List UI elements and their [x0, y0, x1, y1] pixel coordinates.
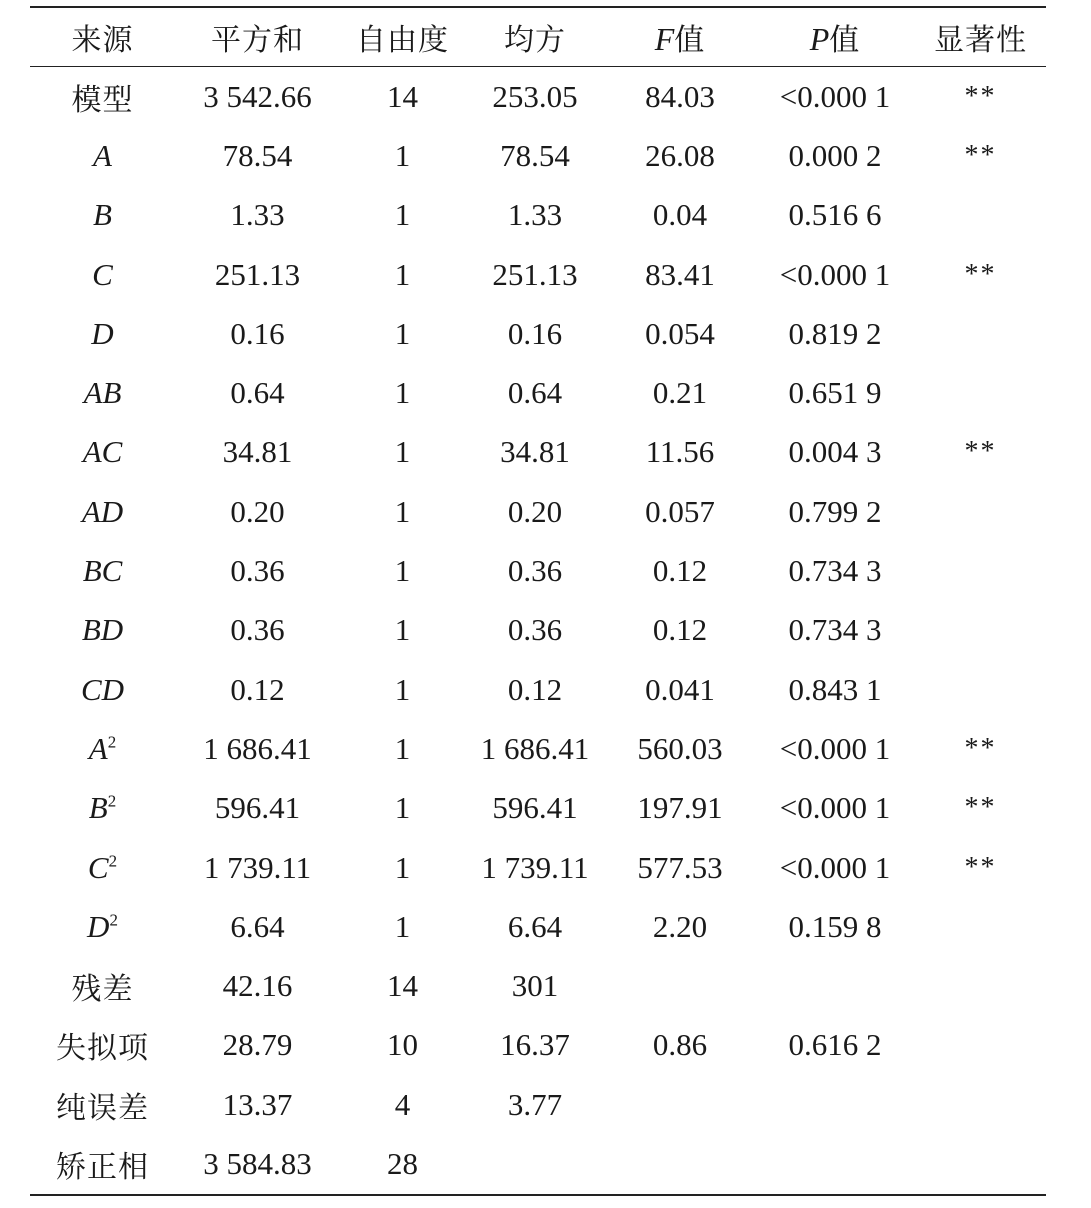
- header-f-value: [605, 7, 755, 67]
- ss-cell: 42.16: [222, 968, 293, 1004]
- df-cell: 1: [394, 790, 411, 826]
- df-cell: 10: [387, 1027, 418, 1063]
- sig-cell: [915, 186, 1046, 245]
- header-p-value-symbol: P: [809, 21, 830, 57]
- source-exponent: 2: [109, 910, 118, 930]
- source-label: C: [87, 849, 109, 885]
- header-significance: [915, 7, 1046, 67]
- ms-cell: 6.64: [507, 908, 563, 944]
- f-cell: 197.91: [637, 790, 723, 826]
- ms-cell: 253.05: [492, 78, 578, 114]
- df-cell: 1: [394, 434, 411, 470]
- ss-cell: 251.13: [214, 256, 301, 292]
- ms-cell: 1.33: [507, 197, 563, 233]
- f-cell: 0.21: [652, 375, 708, 411]
- source-cell: [30, 482, 175, 541]
- source-exponent: 2: [108, 851, 118, 871]
- source-cell: [30, 779, 175, 838]
- df-cell: 1: [394, 256, 411, 292]
- sig-cell: [915, 660, 1046, 719]
- ms-cell: 0.12: [507, 671, 563, 707]
- df-cell: 1: [394, 375, 411, 411]
- table-row: [30, 304, 1046, 363]
- source-cell: [30, 1016, 175, 1075]
- p-cell: [755, 1134, 915, 1194]
- header-p-value-label: 值: [829, 23, 861, 58]
- source-cell: [30, 601, 175, 660]
- ms-cell: 1 739.11: [481, 849, 589, 885]
- source-label: B: [93, 197, 112, 233]
- table-row: [30, 126, 1046, 185]
- f-cell: 11.56: [645, 434, 715, 470]
- ms-cell: 78.54: [500, 137, 570, 173]
- source-cell: [30, 1134, 175, 1194]
- source-cell: [30, 660, 175, 719]
- f-cell: 0.12: [652, 612, 708, 648]
- ms-cell: 0.16: [507, 315, 563, 351]
- p-cell: <0.000 1: [779, 790, 891, 826]
- table-row: [30, 956, 1046, 1015]
- p-cell: 0.734 3: [788, 612, 882, 648]
- table-row: [30, 1016, 1046, 1075]
- header-source: [30, 7, 175, 67]
- source-exponent: 2: [107, 791, 117, 811]
- anova-table-container: [30, 6, 1046, 1196]
- ss-cell: 3 584.83: [203, 1145, 312, 1181]
- source-label: B: [88, 790, 108, 826]
- source-label: 纯误差: [56, 1090, 149, 1126]
- df-cell: 1: [394, 849, 411, 885]
- table-row: [30, 897, 1046, 956]
- f-cell: 2.20: [652, 908, 708, 944]
- f-cell: 83.41: [645, 256, 715, 292]
- source-label: AD: [81, 493, 124, 529]
- source-cell: [30, 956, 175, 1015]
- ss-cell: 78.54: [222, 137, 293, 173]
- sig-cell: **: [964, 80, 997, 112]
- sig-cell: [915, 1016, 1046, 1075]
- df-cell: 1: [394, 671, 411, 707]
- ss-cell: 0.36: [230, 612, 285, 648]
- df-cell: 1: [394, 197, 411, 233]
- ms-cell: 0.36: [507, 612, 563, 648]
- f-cell: 0.12: [652, 553, 708, 589]
- f-cell: [605, 1134, 755, 1194]
- df-cell: 1: [394, 730, 411, 766]
- sig-cell: **: [964, 258, 997, 290]
- source-cell: [30, 67, 175, 127]
- table-row: [30, 719, 1046, 778]
- table-row: [30, 838, 1046, 897]
- table-body: [30, 67, 1046, 1195]
- table-row: [30, 541, 1046, 600]
- f-cell: 0.04: [652, 197, 708, 233]
- header-mean-square: [465, 7, 605, 67]
- ms-cell: 34.81: [500, 434, 570, 470]
- sig-cell: [915, 363, 1046, 422]
- anova-table: [30, 6, 1046, 1196]
- p-cell: <0.000 1: [779, 730, 891, 766]
- source-label: D: [91, 315, 114, 351]
- df-cell: 4: [394, 1086, 411, 1122]
- header-degrees-of-freedom: [340, 7, 465, 67]
- header-sum-of-squares-label: 平方和: [211, 23, 304, 58]
- ss-cell: 0.16: [230, 315, 285, 351]
- ms-cell: 3.77: [507, 1086, 563, 1122]
- table-row: [30, 245, 1046, 304]
- source-cell: [30, 838, 175, 897]
- df-cell: 28: [387, 1145, 418, 1181]
- p-cell: 0.651 9: [788, 375, 882, 411]
- df-cell: 1: [394, 493, 411, 529]
- ss-cell: 0.36: [230, 553, 285, 589]
- ss-cell: 0.12: [230, 671, 285, 707]
- sig-cell: **: [964, 436, 997, 468]
- ms-cell: [465, 1134, 605, 1194]
- ss-cell: 6.64: [230, 908, 285, 944]
- source-label: BD: [81, 612, 124, 648]
- source-cell: [30, 186, 175, 245]
- source-cell: [30, 1075, 175, 1134]
- sig-cell: [915, 601, 1046, 660]
- p-cell: <0.000 1: [779, 849, 891, 885]
- p-cell: 0.159 8: [788, 908, 882, 944]
- header-f-value-label: 值: [674, 23, 706, 58]
- ss-cell: 1 739.11: [203, 849, 312, 885]
- ss-cell: 0.64: [230, 375, 285, 411]
- ss-cell: 0.20: [230, 493, 285, 529]
- sig-cell: [915, 1075, 1046, 1134]
- table-header: [30, 7, 1046, 67]
- sig-cell: **: [964, 851, 997, 883]
- f-cell: 0.86: [652, 1027, 708, 1063]
- ms-cell: 16.37: [500, 1027, 570, 1063]
- sig-cell: [915, 897, 1046, 956]
- sig-cell: [915, 541, 1046, 600]
- source-cell: [30, 541, 175, 600]
- df-cell: 1: [394, 137, 411, 173]
- p-cell: 0.799 2: [788, 493, 882, 529]
- table-row: [30, 482, 1046, 541]
- df-cell: 1: [394, 908, 411, 944]
- sig-cell: [915, 956, 1046, 1015]
- p-cell: 0.616 2: [788, 1027, 882, 1063]
- ss-cell: 28.79: [222, 1027, 293, 1063]
- p-cell: [755, 956, 915, 1015]
- source-label: 模型: [71, 82, 134, 118]
- source-cell: [30, 245, 175, 304]
- f-cell: 0.041: [645, 671, 715, 707]
- sig-cell: [915, 482, 1046, 541]
- table-row: [30, 660, 1046, 719]
- p-cell: 0.734 3: [788, 553, 882, 589]
- source-label: AB: [83, 375, 122, 411]
- table-row: [30, 1134, 1046, 1194]
- ms-cell: 251.13: [492, 256, 578, 292]
- source-cell: [30, 423, 175, 482]
- ms-cell: 0.20: [507, 493, 563, 529]
- table-row: [30, 423, 1046, 482]
- df-cell: 1: [394, 553, 411, 589]
- ms-cell: 0.36: [507, 553, 563, 589]
- header-row: [30, 7, 1046, 67]
- source-label: A: [88, 730, 108, 766]
- f-cell: [605, 1075, 755, 1134]
- p-cell: <0.000 1: [779, 256, 891, 292]
- df-cell: 14: [387, 968, 418, 1004]
- table-row: [30, 601, 1046, 660]
- ms-cell: 1 686.41: [480, 730, 590, 766]
- source-label: BC: [82, 553, 123, 589]
- p-cell: 0.819 2: [788, 315, 882, 351]
- table-row: [30, 363, 1046, 422]
- f-cell: 84.03: [645, 78, 715, 114]
- ss-cell: 3 542.66: [203, 78, 312, 114]
- p-cell: 0.004 3: [788, 434, 882, 470]
- source-label: AC: [82, 434, 123, 470]
- f-cell: 0.054: [645, 315, 715, 351]
- header-mean-square-label: 均方: [504, 23, 566, 58]
- sig-cell: [915, 304, 1046, 363]
- source-cell: [30, 897, 175, 956]
- source-label: CD: [80, 671, 125, 707]
- f-cell: 560.03: [637, 730, 723, 766]
- header-sum-of-squares: [175, 7, 340, 67]
- source-cell: [30, 126, 175, 185]
- header-significance-label: 显著性: [934, 23, 1027, 58]
- table-row: [30, 186, 1046, 245]
- ms-cell: 301: [511, 968, 559, 1004]
- source-label: A: [93, 137, 112, 173]
- f-cell: 26.08: [645, 137, 715, 173]
- source-cell: [30, 363, 175, 422]
- source-exponent: 2: [107, 732, 117, 752]
- ss-cell: 1.33: [230, 197, 285, 233]
- source-cell: [30, 719, 175, 778]
- df-cell: 14: [387, 78, 418, 114]
- sig-cell: **: [964, 792, 997, 824]
- source-label: D: [87, 908, 110, 944]
- df-cell: 1: [394, 612, 411, 648]
- header-f-value-symbol: F: [654, 21, 675, 57]
- ms-cell: 0.64: [507, 375, 563, 411]
- header-source-label: 来源: [71, 23, 134, 58]
- source-label: 残差: [71, 972, 134, 1008]
- p-cell: 0.000 2: [788, 137, 882, 173]
- sig-cell: [915, 1134, 1046, 1194]
- source-label: 失拟项: [56, 1031, 149, 1067]
- p-cell: <0.000 1: [779, 78, 891, 114]
- table-row: [30, 779, 1046, 838]
- source-cell: [30, 304, 175, 363]
- header-degrees-of-freedom-label: 自由度: [356, 23, 449, 58]
- ss-cell: 596.41: [214, 790, 301, 826]
- p-cell: 0.516 6: [788, 197, 882, 233]
- f-cell: 577.53: [637, 849, 723, 885]
- ss-cell: 34.81: [222, 434, 293, 470]
- sig-cell: **: [964, 732, 997, 764]
- ss-cell: 1 686.41: [203, 730, 312, 766]
- df-cell: 1: [394, 315, 411, 351]
- header-p-value: [755, 7, 915, 67]
- f-cell: [605, 956, 755, 1015]
- source-label: C: [92, 256, 113, 292]
- ss-cell: 13.37: [222, 1086, 293, 1122]
- table-row: [30, 67, 1046, 127]
- p-cell: [755, 1075, 915, 1134]
- p-cell: 0.843 1: [788, 671, 882, 707]
- f-cell: 0.057: [645, 493, 715, 529]
- table-row: [30, 1075, 1046, 1134]
- sig-cell: **: [964, 139, 997, 171]
- source-label: 矫正相: [56, 1149, 149, 1185]
- ms-cell: 596.41: [492, 790, 578, 826]
